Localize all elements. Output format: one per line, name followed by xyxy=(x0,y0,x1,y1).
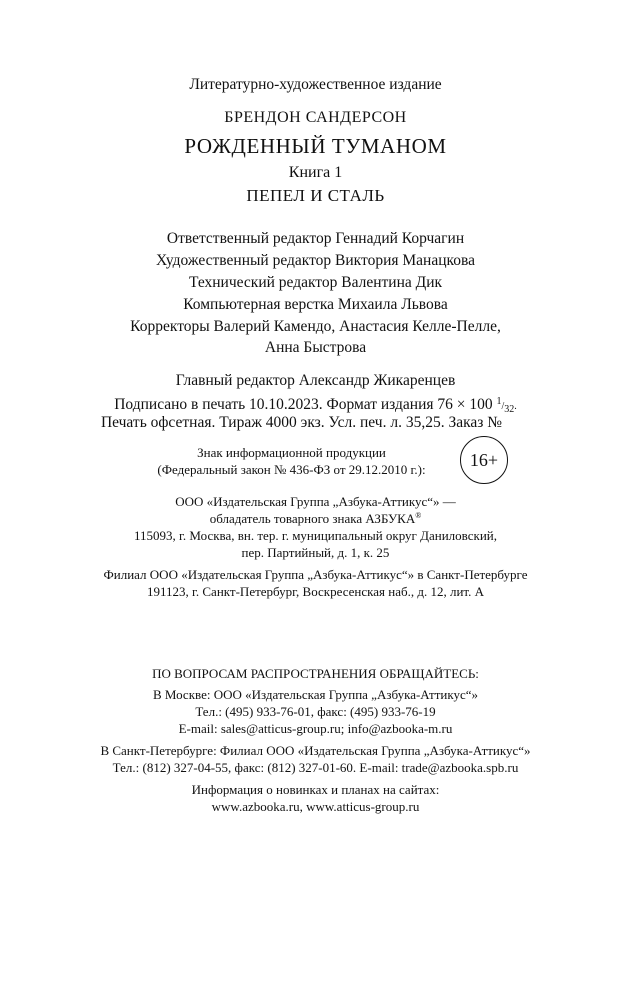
publisher-address-line-1: 115093, г. Москва, вн. тер. г. муниципальный округ Даниловский, xyxy=(134,528,497,543)
news-line-2: www.azbooka.ru, www.atticus-group.ru xyxy=(211,799,420,814)
responsible-editor: Ответственный редактор Геннадий Корчагин xyxy=(166,230,465,247)
format-end: . xyxy=(514,401,517,412)
author-name: БРЕНДОН САНДЕРСОН xyxy=(224,109,407,126)
moscow-line-2: Тел.: (495) 933-76-01, факс: (495) 933-76-19 xyxy=(195,704,436,719)
book-number: Книга 1 xyxy=(288,164,343,181)
spb-line-2: Тел.: (812) 327-04-55, факс: (812) 327-01-60. E-mail: trade@azbooka.spb.ru xyxy=(112,760,519,775)
print-info-line-2: Печать офсетная. Тираж 4000 экз. Усл. печ. л. 35,25. Заказ № xyxy=(100,414,503,431)
publisher-line-2 xyxy=(0,511,631,527)
edition-type: Литературно-художественное издание xyxy=(189,76,442,93)
layout-credit: Компьютерная верстка Михаила Львова xyxy=(183,296,448,313)
format-separator: / xyxy=(501,401,505,412)
distribution-heading: ПО ВОПРОСАМ РАСПРОСТРАНЕНИЯ ОБРАЩАЙТЕСЬ: xyxy=(152,666,479,681)
spb-line-1: В Санкт-Петербурге: Филиал ООО «Издательская Группа „Азбука-Аттикус“» xyxy=(100,743,531,758)
book-title: ПЕПЕЛ И СТАЛЬ xyxy=(246,186,385,205)
proofreaders-line-2: Анна Быстрова xyxy=(264,339,367,356)
age-rating-badge: 16+ xyxy=(460,436,508,484)
art-editor: Художественный редактор Виктория Манацкова xyxy=(156,252,475,269)
rating-sign-line-2: (Федеральный закон № 436-ФЗ от 29.12.2010 г.): xyxy=(157,462,426,477)
format-denominator: 32 xyxy=(504,404,515,415)
proofreaders-line-1: Корректоры Валерий Камендо, Анастасия Келле-Пелле, xyxy=(130,318,501,335)
publisher-trademark: обладатель товарного знака АЗБУКА xyxy=(209,511,416,526)
print-info-line-1 xyxy=(0,396,631,415)
registered-mark: ® xyxy=(415,511,422,520)
branch-line-2: 191123, г. Санкт-Петербург, Воскресенская наб., д. 12, лит. А xyxy=(147,584,484,599)
series-title: РОЖДЕННЫЙ ТУМАНОМ xyxy=(184,134,447,158)
news-line-1: Информация о новинках и планах на сайтах: xyxy=(191,782,440,797)
publisher-address-line-2: пер. Партийный, д. 1, к. 25 xyxy=(241,545,390,560)
moscow-line-3: E-mail: sales@atticus-group.ru; info@azbooka-m.ru xyxy=(178,721,453,736)
print-signed-text: Подписано в печать 10.10.2023. Формат издания 76 × 100 xyxy=(114,396,493,413)
moscow-line-1: В Москве: ООО «Издательская Группа „Азбука-Аттикус“» xyxy=(152,687,479,702)
technical-editor: Технический редактор Валентина Дик xyxy=(188,274,443,291)
format-fraction xyxy=(496,396,517,415)
chief-editor: Главный редактор Александр Жикаренцев xyxy=(175,372,456,389)
publisher-line-1: ООО «Издательская Группа „Азбука-Аттикус“» — xyxy=(175,494,456,509)
branch-line-1: Филиал ООО «Издательская Группа „Азбука-Аттикус“» в Санкт-Петербурге xyxy=(103,567,528,582)
format-numerator: 1 xyxy=(496,396,502,407)
rating-sign-line-1: Знак информационной продукции xyxy=(197,445,386,460)
